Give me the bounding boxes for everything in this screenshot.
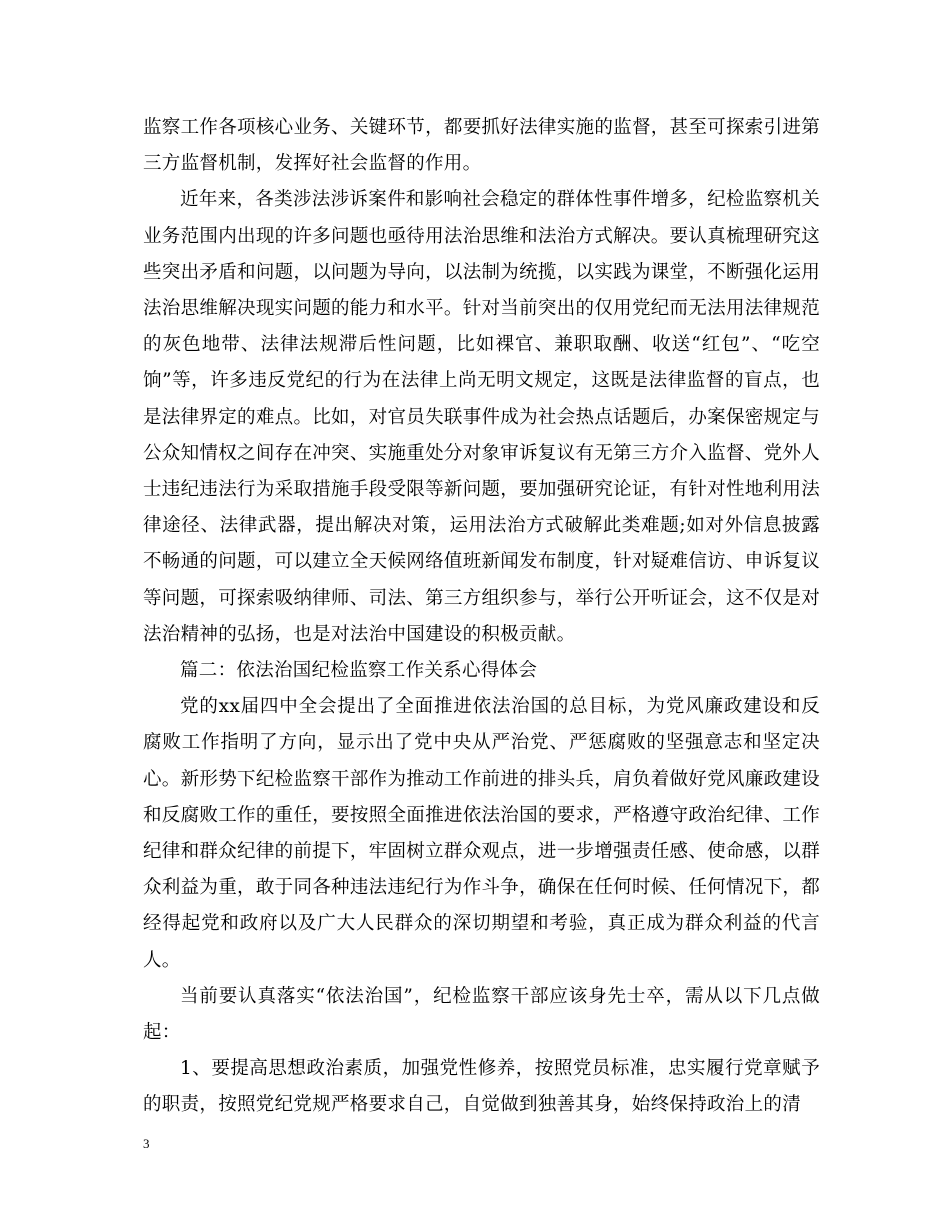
paragraph-point-one: 1、要提高思想政治素质，加强党性修养，按照党员标准，忠实履行党章赋予的职责，按照党纪党规严格要求自己，自觉做到独善其身，始终保持政治上的清 [143,1058,820,1116]
document-body [143,110,820,1124]
paragraph-fourth-plenum: 党的xx届四中全会提出了全面推进依法治国的总目标，为党风廉政建设和反腐败工作指明了方向，显示出了党中央从严治党、严惩腐败的坚强意志和坚定决心。新形势下纪检监察干部作为推动工作前进的排头兵，肩负着做好党风廉政建设和反腐败工作的重任，要按照全面推进依法治国的要求，严格遵守政治纪律、工作纪律和群众纪律的前提下，牢固树立群众观点，进一步增强责任感、使命感，以群众利益为重，敢于同各种违法违纪行为作斗争，确保在任何时候、任何情况下，都经得起党和政府以及广大人民群众的深切期望和考验，真正成为群众利益的代言人。 [143,696,820,971]
section-heading-chapter-two: 篇二：依法治国纪检监察工作关系心得体会 [180,660,538,682]
paragraph-recent-years: 近年来，各类涉法涉诉案件和影响社会稳定的群体性事件增多，纪检监察机关业务范围内出现的许多问题也亟待用法治思维和法治方式解决。要认真梳理研究这些突出矛盾和问题，以问题为导向，以法制为统揽，以实践为课堂，不断强化运用法治思维解决现实问题的能力和水平。针对当前突出的仅用党纪而无法用法律规范的灰色地带、法律法规滞后性问题，比如裸官、兼职取酬、收送“红包”、“吃空饷”等，许多违反党纪的行为在法律上尚无明文规定，这既是法律监督的盲点，也是法律界定的难点。比如，对官员失联事件成为社会热点话题后，办案保密规定与公众知情权之间存在冲突、实施重处分对象审诉复议有无第三方介入监督、党外人士违纪违法行为采取措施手段受限等新问题，要加强研究论证，有针对性地利用法律途径、法律武器，提出解决对策，运用法治方式破解此类难题;如对外信息披露不畅通的问题，可以建立全天候网络值班新闻发布制度，针对疑难信访、申诉复议等问题，可探索吸纳律师、司法、第三方组织参与，举行公开听证会，这不仅是对法治精神的弘扬，也是对法治中国建设的积极贡献。 [143,189,820,645]
paragraph-continuation: 监察工作各项核心业务、关键环节，都要抓好法律实施的监督，甚至可探索引进第三方监督机制，发挥好社会监督的作用。 [143,117,820,175]
page-number: 3 [143,1136,150,1151]
paragraph-current-tasks: 当前要认真落实“依法治国”，纪检监察干部应该身先士卒，需从以下几点做起： [143,985,820,1044]
